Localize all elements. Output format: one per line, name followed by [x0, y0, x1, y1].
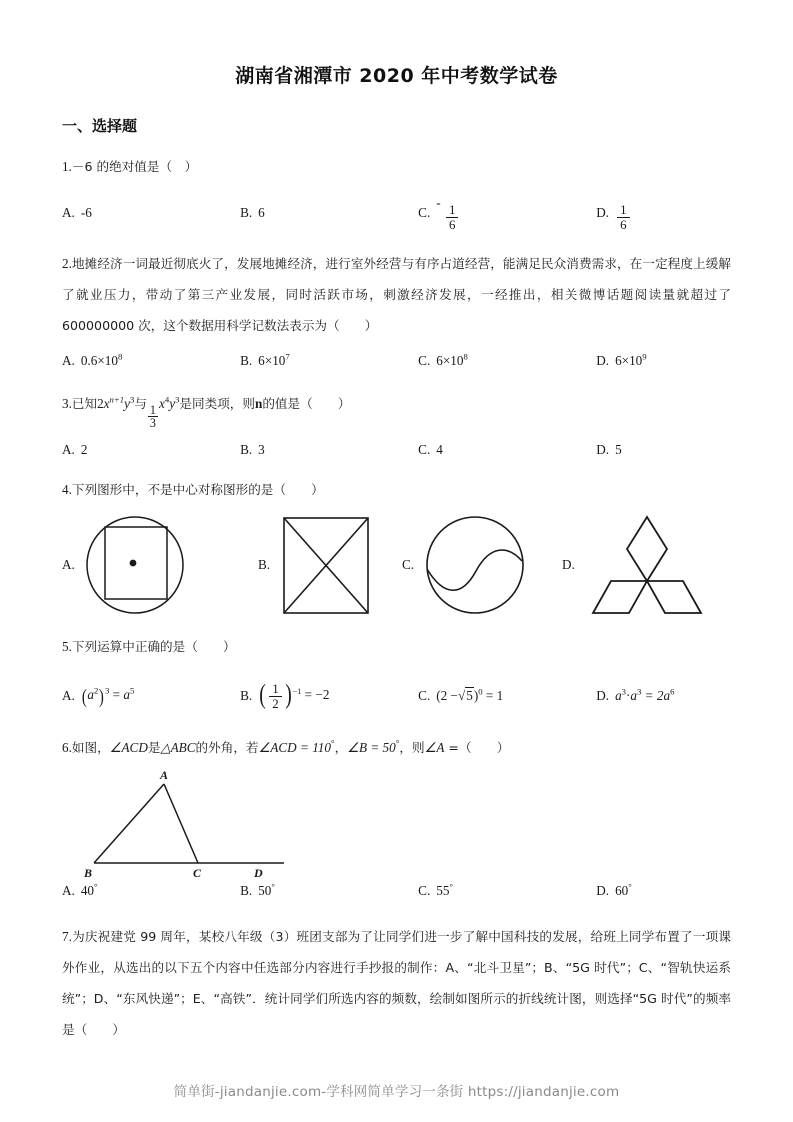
question-2-stem — [62, 248, 731, 341]
q3-x2: x — [158, 395, 165, 411]
question-6-number: 6. — [62, 740, 72, 756]
q3-prefix: 已知 — [71, 395, 98, 411]
question-2-options — [62, 353, 731, 369]
option-label: D. — [596, 883, 610, 899]
sqrt-icon: √5 — [457, 688, 473, 704]
q3-y: y — [124, 395, 130, 411]
option-label: B. — [258, 557, 271, 573]
option-5-a[interactable] — [62, 682, 240, 710]
option-label: D. — [596, 352, 610, 368]
q3-y-exp: 3 — [129, 394, 135, 405]
option-3-c[interactable] — [418, 442, 596, 458]
q3-x2-exp: 4 — [164, 394, 170, 405]
option-4-d[interactable] — [562, 511, 711, 619]
question-4-figures — [62, 511, 731, 619]
option-value: $a^3\cdot a^3 = 2a^6$ — [615, 686, 675, 704]
option-value: 2 — [80, 442, 88, 458]
option-label: C. — [418, 205, 431, 221]
option-label: D. — [562, 557, 575, 573]
triangle-abc: △ABC — [160, 740, 196, 756]
exponent: 8 — [463, 351, 468, 362]
option-value: 55° — [436, 882, 453, 899]
question-5-options — [62, 679, 731, 711]
option-value: 6 — [258, 205, 265, 221]
section-heading-choice: 一、选择题 — [62, 117, 138, 135]
option-3-d[interactable] — [596, 442, 731, 458]
question-7-text: 为庆祝建党 99 周年，某校八年级（3）班团支部为了让同学们进一步了解中国科技的发展，给班上同学布置了一项课外作业，从选出的以下五个内容中任选部分内容进行手抄报的制作：A、“北斗卫星”；B、“5G 时代”；C、“智轨快运系统”；D、“东风快递”；E、“高铁”．统计同学们所选内容的频数，绘制如图所示的折线统计图，则选择“5G 时代”的频率是（ ） — [62, 929, 731, 1038]
option-value — [258, 353, 290, 369]
option-3-a[interactable] — [62, 442, 240, 458]
exponent: 9 — [642, 351, 647, 362]
option-value — [81, 353, 122, 369]
option-1-c[interactable] — [418, 195, 596, 232]
option-4-c[interactable] — [402, 511, 530, 619]
option-6-b[interactable] — [240, 883, 418, 899]
three-rhombus-pinwheel-icon — [583, 513, 711, 618]
option-2-a[interactable] — [62, 353, 240, 369]
mantissa: 6×10 — [258, 352, 286, 368]
q3-coef: 2 — [97, 395, 104, 411]
mantissa: 6×10 — [436, 352, 464, 368]
option-6-d[interactable] — [596, 883, 731, 899]
vertex-label-a: A — [160, 768, 169, 783]
option-label: D. — [596, 442, 610, 458]
vertex-label-c: C — [193, 866, 202, 880]
option-value: ( $\frac{1}{2}$ ) $^{-1}$ = −2 — [259, 679, 330, 711]
question-4-text: 下列图形中，不是中心对称图形的是（ ） — [71, 482, 324, 498]
q3-y2-exp: 3 — [175, 394, 180, 405]
question-2-text: 地摊经济一词最近彻底火了，发展地摊经济，进行室外经营与有序占道经营，能满足民众消费需求，在一定程度上缓解了就业压力，带动了第三产业发展，同时活跃市场，刺激经济发展，一经推出，相关微博话题阅读量就超过了 600000000 次，这个数据用科学记数法表示为（ ） — [62, 255, 731, 333]
option-label: A. — [62, 205, 75, 221]
q3-x-exp: n+1 — [109, 394, 125, 405]
option-label: B. — [240, 883, 253, 899]
question-6-stem: 6.如图，∠ACD是△ABC的外角，若∠ACD = 110°，∠B = 50°，则∠A =（ ） — [62, 739, 510, 756]
page-title: 湖南省湘潭市 2020 年中考数学试卷 — [235, 65, 558, 87]
q3-x: x — [103, 395, 110, 411]
question-7-number: 7. — [62, 929, 72, 945]
option-4-b[interactable] — [258, 511, 378, 619]
question-6-options — [62, 883, 731, 899]
circle-with-inscribed-square-and-center-dot-icon — [83, 513, 193, 618]
question-1-text: －6 的绝对值是（ ） — [71, 159, 198, 174]
option-1-a[interactable] — [62, 195, 240, 232]
option-label: C. — [418, 883, 431, 899]
option-2-b[interactable] — [240, 353, 418, 369]
option-label: A. — [62, 352, 75, 368]
option-label: D. — [596, 688, 610, 704]
vertex-label-d: D — [254, 866, 263, 880]
question-4-number: 4. — [62, 482, 72, 498]
option-value: 3 — [258, 442, 265, 458]
option-4-a[interactable] — [62, 511, 193, 619]
question-3-stem — [62, 387, 731, 431]
footer-watermark: 简单街-jiandanjie.com-学科网简单学习一条街 https://jiandanjie.com — [173, 1084, 620, 1100]
question-6-figure — [62, 767, 731, 879]
question-5-number: 5. — [62, 639, 72, 655]
option-value — [615, 353, 647, 369]
option-6-a[interactable] — [62, 883, 240, 899]
option-value: $(a^2)^3 = a^5$ — [81, 685, 135, 708]
vertex-label-b: B — [84, 866, 93, 880]
question-3-number: 3. — [62, 395, 72, 411]
option-value: 60° — [615, 882, 632, 899]
option-2-d[interactable] — [596, 353, 731, 369]
question-5-stem — [62, 631, 731, 662]
mantissa: 0.6×10 — [80, 352, 118, 368]
question-4-stem — [62, 474, 731, 505]
option-5-b[interactable] — [240, 679, 418, 711]
option-label: A. — [62, 883, 75, 899]
fraction-one-sixth: $\frac{1}{6}$ — [446, 203, 458, 231]
option-3-b[interactable] — [240, 442, 418, 458]
option-2-c[interactable] — [418, 353, 596, 369]
option-label: B. — [240, 352, 253, 368]
option-label: C. — [418, 442, 431, 458]
question-1-stem — [62, 151, 731, 182]
option-label: C. — [418, 688, 431, 704]
option-label: D. — [596, 205, 610, 221]
fraction-one-third: $\frac{1}{3}$ — [149, 402, 156, 431]
big-parens: ( $\frac{1}{2}$ ) — [259, 679, 292, 711]
option-label: C. — [402, 557, 415, 573]
q3-mid: 与 — [134, 395, 147, 411]
right-paren: ) — [99, 685, 105, 708]
question-2-number: 2. — [62, 255, 72, 271]
option-value — [436, 353, 468, 369]
option-value: 40° — [80, 882, 98, 899]
question-3-options — [62, 442, 731, 458]
option-value: 5 — [615, 442, 622, 458]
exponent: 7 — [285, 351, 290, 362]
option-label: C. — [418, 352, 431, 368]
option-1-d[interactable] — [596, 195, 731, 232]
angle-acd: ∠ACD — [109, 740, 148, 756]
option-value: 50° — [258, 882, 275, 899]
q3-suffix: 是同类项，则 — [179, 395, 255, 411]
option-5-c[interactable] — [418, 682, 596, 710]
q3-y2: y — [169, 395, 176, 411]
left-paren: ( — [81, 685, 87, 708]
mantissa: 6×10 — [615, 352, 643, 368]
option-value — [615, 195, 631, 232]
exponent: 8 — [117, 351, 123, 362]
option-label: A. — [62, 442, 75, 458]
q3-n: n — [254, 395, 263, 411]
option-label: A. — [62, 688, 75, 704]
option-value: -6 — [80, 205, 92, 221]
option-5-d[interactable] — [596, 682, 731, 710]
option-value: $(2 -√5)^0 = 1$ — [436, 686, 504, 704]
question-5-text: 下列运算中正确的是（ ） — [71, 639, 236, 655]
option-label: B. — [240, 688, 253, 704]
circle-with-s-curve-icon — [422, 513, 530, 618]
option-label: A. — [62, 557, 75, 573]
option-label: B. — [240, 442, 253, 458]
question-1-options — [62, 195, 731, 232]
option-1-b[interactable] — [240, 195, 418, 232]
option-value: 4 — [436, 442, 443, 458]
fraction-one-sixth: $\frac{1}{6}$ — [617, 203, 629, 231]
option-6-c[interactable] — [418, 883, 596, 899]
option-value: - $\frac{1}{6}$ — [436, 195, 460, 232]
triangle-abc-with-exterior-angle-diagram — [76, 767, 366, 879]
rectangle-with-diagonals-icon — [278, 513, 378, 618]
question-7-stem — [62, 921, 731, 1045]
q3-tail: 的值是（ ） — [262, 395, 351, 411]
option-label: B. — [240, 205, 253, 221]
question-1-number: 1. — [62, 159, 72, 174]
